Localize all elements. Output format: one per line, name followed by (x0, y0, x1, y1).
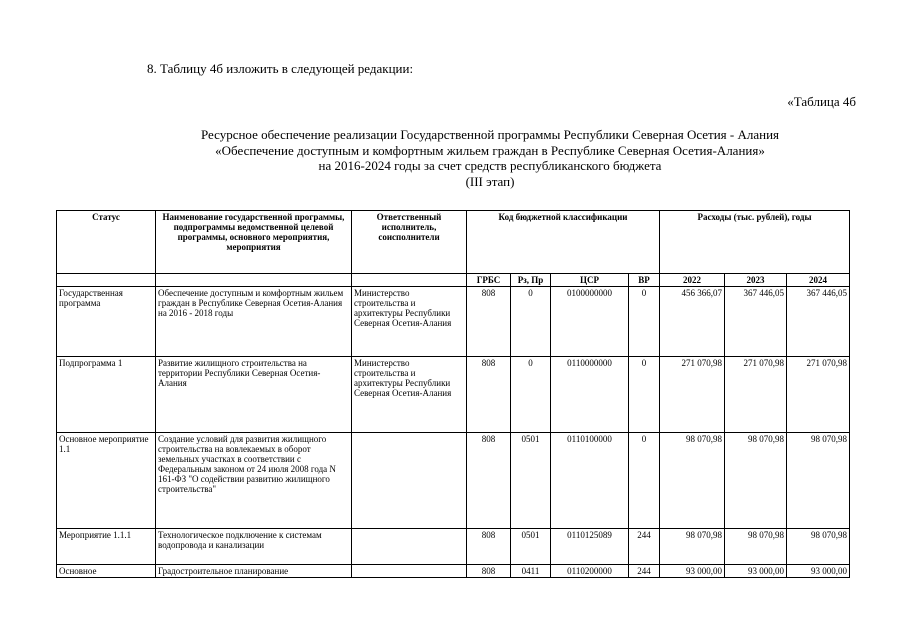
subheader-empty (57, 274, 156, 287)
cell-grbs: 808 (467, 433, 511, 529)
table-header-row (57, 211, 850, 274)
table-row (57, 287, 850, 357)
cell-responsible: Министерство строительства и архитектуры Республики Северная Осетия-Алания (352, 357, 467, 433)
cell-grbs: 808 (467, 357, 511, 433)
cell-2022: 456 366,07 (660, 287, 725, 357)
title-line: на 2016-2024 годы за счет средств республиканского бюджета (318, 158, 662, 173)
cell-responsible (352, 529, 467, 565)
cell-vr: 244 (629, 529, 660, 565)
cell-csr: 0110125089 (551, 529, 629, 565)
header-expenses: Расходы (тыс. рублей), годы (660, 211, 850, 274)
cell-csr: 0110200000 (551, 565, 629, 578)
intro-text: 8. Таблицу 4б изложить в следующей редакции: (147, 61, 414, 76)
cell-status: Основное (57, 565, 156, 578)
subheader-empty (156, 274, 352, 287)
cell-2024: 367 446,05 (787, 287, 850, 357)
cell-2024: 98 070,98 (787, 529, 850, 565)
table-row (57, 357, 850, 433)
cell-2024: 93 000,00 (787, 565, 850, 578)
cell-status: Подпрограмма 1 (57, 357, 156, 433)
cell-grbs: 808 (467, 565, 511, 578)
cell-2023: 98 070,98 (725, 433, 787, 529)
cell-name: Обеспечение доступным и комфортным жильем граждан в Республике Северная Осетия-Алания на 2016 - 2018 годы (156, 287, 352, 357)
title-line: Ресурсное обеспечение реализации Государственной программы Республики Северная Осетия - Алания (200, 127, 780, 142)
cell-status: Основное мероприятие 1.1 (57, 433, 156, 529)
cell-rz-pr: 0 (511, 357, 551, 433)
cell-csr: 0100000000 (551, 287, 629, 357)
cell-rz-pr: 0501 (511, 433, 551, 529)
cell-name: Создание условий для развития жилищного строительства на вовлекаемых в оборот земельных участках в соответствии с Федеральным законом от 24 июля 2008 года N 161-ФЗ "О содействии развитию жилищного строительства" (156, 433, 352, 529)
cell-responsible (352, 433, 467, 529)
cell-responsible: Министерство строительства и архитектуры Республики Северная Осетия-Алания (352, 287, 467, 357)
header-status: Статус (57, 211, 156, 274)
document-title (100, 127, 880, 189)
title-line: «Обеспечение доступным и комфортным жильем граждан в Республике Северная Осетия-Алания» (215, 142, 765, 158)
cell-2024: 98 070,98 (787, 433, 850, 529)
table-label: «Таблица 4б (787, 94, 856, 109)
title-line: (III этап) (465, 173, 515, 189)
cell-2023: 98 070,98 (725, 529, 787, 565)
cell-status: Мероприятие 1.1.1 (57, 529, 156, 565)
header-budget-code: Код бюджетной классификации (467, 211, 660, 274)
cell-name: Развитие жилищного строительства на территории Республики Северная Осетия-Алания (156, 357, 352, 433)
cell-2022: 271 070,98 (660, 357, 725, 433)
cell-2023: 93 000,00 (725, 565, 787, 578)
cell-2022: 98 070,98 (660, 433, 725, 529)
cell-2022: 98 070,98 (660, 529, 725, 565)
header-responsible: Ответственный исполнитель, соисполнители (352, 211, 467, 274)
cell-csr: 0110000000 (551, 357, 629, 433)
table-subheader-row (57, 274, 850, 287)
cell-vr: 0 (629, 433, 660, 529)
subheader-vr: ВР (629, 274, 660, 287)
cell-rz-pr: 0 (511, 287, 551, 357)
cell-responsible (352, 565, 467, 578)
cell-2023: 271 070,98 (725, 357, 787, 433)
cell-rz-pr: 0501 (511, 529, 551, 565)
cell-vr: 0 (629, 287, 660, 357)
cell-grbs: 808 (467, 287, 511, 357)
cell-vr: 0 (629, 357, 660, 433)
subheader-2024: 2024 (787, 274, 850, 287)
cell-status: Государственная программа (57, 287, 156, 357)
cell-name: Градостроительное планирование (156, 565, 352, 578)
subheader-csr: ЦСР (551, 274, 629, 287)
cell-grbs: 808 (467, 529, 511, 565)
table-row (57, 565, 850, 578)
subheader-grbs: ГРБС (467, 274, 511, 287)
subheader-2023: 2023 (725, 274, 787, 287)
subheader-2022: 2022 (660, 274, 725, 287)
header-name: Наименование государственной программы, подпрограммы ведомственной целевой программы, основного мероприятия, мероприятия (156, 211, 352, 274)
cell-2024: 271 070,98 (787, 357, 850, 433)
cell-2023: 367 446,05 (725, 287, 787, 357)
table-row (57, 433, 850, 529)
table-row (57, 529, 850, 565)
cell-csr: 0110100000 (551, 433, 629, 529)
subheader-empty (352, 274, 467, 287)
resource-table (56, 210, 850, 578)
subheader-rz-pr: Рз, Пр (511, 274, 551, 287)
cell-name: Технологическое подключение к системам водопровода и канализации (156, 529, 352, 565)
cell-2022: 93 000,00 (660, 565, 725, 578)
cell-vr: 244 (629, 565, 660, 578)
cell-rz-pr: 0411 (511, 565, 551, 578)
